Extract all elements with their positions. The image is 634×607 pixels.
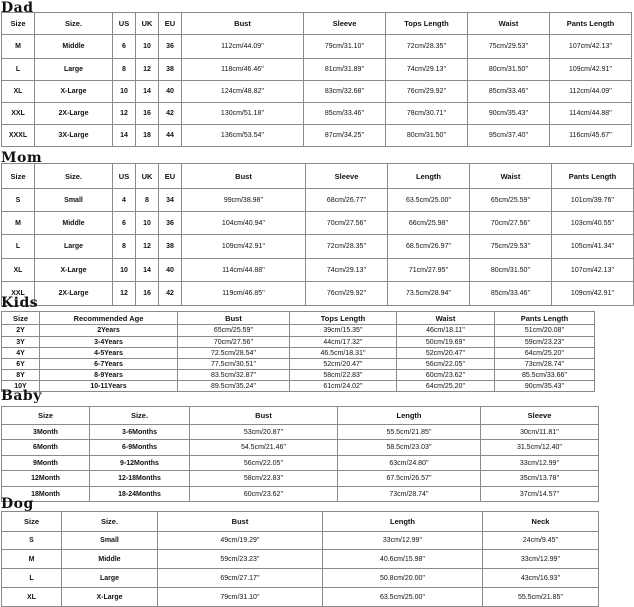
table-cell: XL bbox=[2, 588, 62, 607]
table-row bbox=[2, 81, 632, 103]
table-cell: 72cm/28.35'' bbox=[386, 35, 468, 59]
table-cell: 95cm/37.40'' bbox=[468, 125, 550, 147]
table-cell: 10 bbox=[113, 259, 136, 282]
table-cell: Large bbox=[62, 569, 158, 588]
table-cell: 8 bbox=[113, 235, 136, 259]
table-cell: 63.5cm/25.00'' bbox=[323, 588, 483, 607]
table-cell: 12 bbox=[113, 282, 136, 306]
column-header: EU bbox=[159, 164, 182, 189]
table-cell: 114cm/44.88'' bbox=[550, 103, 632, 125]
table-cell: 6Y bbox=[2, 359, 40, 370]
column-header: Waist bbox=[397, 312, 495, 325]
table-cell: 81cm/31.89'' bbox=[304, 59, 386, 81]
table-cell: 42 bbox=[159, 282, 182, 306]
table-cell: 73cm/28.74'' bbox=[495, 359, 595, 370]
table-cell: 40.6cm/15.98'' bbox=[323, 550, 483, 569]
table-cell: L bbox=[2, 59, 35, 81]
table-cell: 65cm/25.59'' bbox=[470, 189, 552, 212]
table-cell: 63.5cm/25.00'' bbox=[388, 189, 470, 212]
table-cell: 6 bbox=[113, 212, 136, 235]
table-cell: 40 bbox=[159, 81, 182, 103]
table-row bbox=[2, 325, 595, 337]
table-cell: 50.8cm/20.00'' bbox=[323, 569, 483, 588]
kids-header-row bbox=[2, 312, 595, 325]
table-cell: 74cm/29.13'' bbox=[306, 259, 388, 282]
table-cell: 33cm/12.99'' bbox=[323, 532, 483, 550]
table-cell: 109cm/42.91'' bbox=[550, 59, 632, 81]
column-header: Length bbox=[338, 407, 481, 425]
table-cell: 109cm/42.91'' bbox=[182, 235, 306, 259]
table-cell: 109cm/42.91'' bbox=[552, 282, 634, 306]
column-header: Size bbox=[2, 164, 35, 189]
table-cell: 36 bbox=[159, 212, 182, 235]
table-cell: 46.5cm/18.31'' bbox=[290, 348, 397, 359]
table-cell: 6Month bbox=[2, 440, 90, 456]
table-cell: Middle bbox=[35, 212, 113, 235]
table-cell: 59cm/23.23'' bbox=[158, 550, 323, 569]
table-cell: 36 bbox=[159, 35, 182, 59]
table-cell: 8Y bbox=[2, 370, 40, 381]
table-cell: XXL bbox=[2, 103, 35, 125]
table-cell: 38 bbox=[159, 59, 182, 81]
table-cell: 66cm/25.98'' bbox=[388, 212, 470, 235]
table-row bbox=[2, 259, 634, 282]
table-cell: 37cm/14.57'' bbox=[481, 487, 599, 502]
table-cell: 56cm/22.05'' bbox=[190, 456, 338, 471]
table-cell: 2X-Large bbox=[35, 282, 113, 306]
table-cell: 3Y bbox=[2, 337, 40, 348]
table-cell: Middle bbox=[35, 35, 113, 59]
table-cell: 10-11Years bbox=[40, 381, 178, 392]
table-cell: 70cm/27.56'' bbox=[470, 212, 552, 235]
table-cell: 107cm/42.13'' bbox=[552, 259, 634, 282]
mom-size-table bbox=[1, 163, 634, 306]
table-cell: 12 bbox=[113, 103, 136, 125]
table-cell: 67.5cm/26.57'' bbox=[338, 471, 481, 487]
table-cell: 58.5cm/23.03'' bbox=[338, 440, 481, 456]
table-cell: 73.5cm/28.94'' bbox=[388, 282, 470, 306]
table-row bbox=[2, 456, 599, 471]
column-header: Sleeve bbox=[306, 164, 388, 189]
table-row bbox=[2, 532, 599, 550]
column-header: Bust bbox=[182, 164, 306, 189]
table-cell: 90cm/35.43'' bbox=[495, 381, 595, 392]
table-cell: 55.5cm/21.85'' bbox=[483, 588, 599, 607]
table-cell: XL bbox=[2, 259, 35, 282]
column-header: US bbox=[113, 13, 136, 35]
table-row bbox=[2, 440, 599, 456]
table-cell: 71cm/27.95'' bbox=[388, 259, 470, 282]
table-cell: 83cm/32.68'' bbox=[304, 81, 386, 103]
column-header: Size. bbox=[62, 512, 158, 532]
table-cell: 38 bbox=[159, 235, 182, 259]
table-cell: S bbox=[2, 189, 35, 212]
dad-section-title: Dad bbox=[1, 0, 34, 16]
table-cell: 8-9Years bbox=[40, 370, 178, 381]
table-cell: 60cm/23.62'' bbox=[397, 370, 495, 381]
table-cell: 4 bbox=[113, 189, 136, 212]
column-header: Tops Length bbox=[386, 13, 468, 35]
table-cell: M bbox=[2, 550, 62, 569]
table-cell: 64cm/25.20'' bbox=[495, 348, 595, 359]
column-header: Bust bbox=[178, 312, 290, 325]
table-cell: Small bbox=[62, 532, 158, 550]
table-cell: 44cm/17.32'' bbox=[290, 337, 397, 348]
mom-section-title: Mom bbox=[1, 150, 43, 166]
table-row bbox=[2, 425, 599, 440]
table-cell: 90cm/35.43'' bbox=[468, 103, 550, 125]
table-cell: 12Month bbox=[2, 471, 90, 487]
table-cell: 49cm/19.29'' bbox=[158, 532, 323, 550]
column-header: UK bbox=[136, 164, 159, 189]
table-cell: 14 bbox=[113, 125, 136, 147]
table-cell: 44 bbox=[159, 125, 182, 147]
table-row bbox=[2, 125, 632, 147]
table-row bbox=[2, 370, 595, 381]
column-header: EU bbox=[159, 13, 182, 35]
column-header: Bust bbox=[190, 407, 338, 425]
column-header: Pants Length bbox=[495, 312, 595, 325]
table-row bbox=[2, 550, 599, 569]
table-cell: 31.5cm/12.40'' bbox=[481, 440, 599, 456]
table-cell: 72cm/28.35'' bbox=[306, 235, 388, 259]
table-cell: 68.5cm/26.97'' bbox=[388, 235, 470, 259]
table-cell: 76cm/29.92'' bbox=[386, 81, 468, 103]
baby-size-table bbox=[1, 406, 599, 502]
table-row bbox=[2, 189, 634, 212]
table-cell: 2Years bbox=[40, 325, 178, 337]
table-cell: 6 bbox=[113, 35, 136, 59]
table-cell: 76cm/29.92'' bbox=[306, 282, 388, 306]
table-cell: 18-24Months bbox=[90, 487, 190, 502]
column-header: Size. bbox=[35, 13, 113, 35]
table-cell: 85cm/33.46'' bbox=[304, 103, 386, 125]
table-cell: 60cm/23.62'' bbox=[190, 487, 338, 502]
column-header: Neck bbox=[483, 512, 599, 532]
table-cell: 10Y bbox=[2, 381, 40, 392]
table-cell: 69cm/27.17'' bbox=[158, 569, 323, 588]
table-cell: 70cm/27.56'' bbox=[306, 212, 388, 235]
table-cell: 70cm/27.56'' bbox=[178, 337, 290, 348]
table-cell: 107cm/42.13'' bbox=[550, 35, 632, 59]
column-header: UK bbox=[136, 13, 159, 35]
column-header: Tops Length bbox=[290, 312, 397, 325]
table-cell: 3-6Months bbox=[90, 425, 190, 440]
table-cell: 42 bbox=[159, 103, 182, 125]
table-cell: 14 bbox=[136, 81, 159, 103]
table-cell: 73cm/28.74'' bbox=[338, 487, 481, 502]
table-cell: 4-5Years bbox=[40, 348, 178, 359]
table-cell: 59cm/23.23'' bbox=[495, 337, 595, 348]
table-cell: 39cm/15.35'' bbox=[290, 325, 397, 337]
table-cell: 85cm/33.46'' bbox=[470, 282, 552, 306]
table-cell: 105cm/41.34'' bbox=[552, 235, 634, 259]
table-cell: 3-4Years bbox=[40, 337, 178, 348]
table-row bbox=[2, 487, 599, 502]
table-cell: 104cm/40.94'' bbox=[182, 212, 306, 235]
table-cell: 35cm/13.78'' bbox=[481, 471, 599, 487]
dog-size-table bbox=[1, 511, 599, 607]
table-cell: 10 bbox=[136, 212, 159, 235]
table-cell: 54.5cm/21.46'' bbox=[190, 440, 338, 456]
table-cell: 10 bbox=[136, 35, 159, 59]
table-cell: 4Y bbox=[2, 348, 40, 359]
table-cell: L bbox=[2, 569, 62, 588]
table-cell: 16 bbox=[136, 282, 159, 306]
table-cell: 80cm/31.50'' bbox=[468, 59, 550, 81]
column-header: Size. bbox=[35, 164, 113, 189]
table-cell: 80cm/31.50'' bbox=[386, 125, 468, 147]
table-cell: 6-7Years bbox=[40, 359, 178, 370]
table-row bbox=[2, 588, 599, 607]
baby-header-row bbox=[2, 407, 599, 425]
dog-section-title: Dog bbox=[1, 496, 34, 512]
table-cell: 75cm/29.53'' bbox=[470, 235, 552, 259]
table-row bbox=[2, 471, 599, 487]
mom-header-row bbox=[2, 164, 634, 189]
table-cell: 78cm/30.71'' bbox=[386, 103, 468, 125]
table-cell: 2Y bbox=[2, 325, 40, 337]
table-cell: 112cm/44.09'' bbox=[550, 81, 632, 103]
table-cell: 18 bbox=[136, 125, 159, 147]
table-cell: 101cm/39.76'' bbox=[552, 189, 634, 212]
table-cell: 52cm/20.47'' bbox=[397, 348, 495, 359]
table-cell: 74cm/29.13'' bbox=[386, 59, 468, 81]
table-cell: 12 bbox=[136, 59, 159, 81]
column-header: Sleeve bbox=[481, 407, 599, 425]
table-cell: 65cm/25.59'' bbox=[178, 325, 290, 337]
column-header: Size bbox=[2, 407, 90, 425]
table-row bbox=[2, 103, 632, 125]
table-cell: 46cm/18.11'' bbox=[397, 325, 495, 337]
column-header: Waist bbox=[468, 13, 550, 35]
column-header: Bust bbox=[158, 512, 323, 532]
table-cell: 40 bbox=[159, 259, 182, 282]
table-cell: 87cm/34.25'' bbox=[304, 125, 386, 147]
table-cell: 9Month bbox=[2, 456, 90, 471]
table-row bbox=[2, 35, 632, 59]
column-header: Recommended Age bbox=[40, 312, 178, 325]
table-cell: L bbox=[2, 235, 35, 259]
table-cell: XXXL bbox=[2, 125, 35, 147]
table-cell: 9-12Months bbox=[90, 456, 190, 471]
table-cell: 116cm/45.67'' bbox=[550, 125, 632, 147]
table-cell: XXL bbox=[2, 282, 35, 306]
table-cell: 10 bbox=[113, 81, 136, 103]
table-cell: 50cm/19.69'' bbox=[397, 337, 495, 348]
table-row bbox=[2, 59, 632, 81]
table-cell: 130cm/51.18'' bbox=[182, 103, 304, 125]
table-cell: 83.5cm/32.87'' bbox=[178, 370, 290, 381]
table-cell: S bbox=[2, 532, 62, 550]
table-cell: 136cm/53.54'' bbox=[182, 125, 304, 147]
table-cell: 33cm/12.99'' bbox=[483, 550, 599, 569]
column-header: Bust bbox=[182, 13, 304, 35]
table-cell: 55.5cm/21.85'' bbox=[338, 425, 481, 440]
table-cell: 85cm/33.46'' bbox=[468, 81, 550, 103]
table-cell: 8 bbox=[113, 59, 136, 81]
table-cell: Middle bbox=[62, 550, 158, 569]
kids-section-title: Kids bbox=[1, 295, 39, 311]
table-cell: 34 bbox=[159, 189, 182, 212]
table-row bbox=[2, 348, 595, 359]
table-cell: 64cm/25.20'' bbox=[397, 381, 495, 392]
table-row bbox=[2, 381, 595, 392]
column-header: Size bbox=[2, 13, 35, 35]
table-cell: Small bbox=[35, 189, 113, 212]
table-cell: 79cm/31.10'' bbox=[158, 588, 323, 607]
table-cell: 112cm/44.09'' bbox=[182, 35, 304, 59]
table-cell: 58cm/22.83'' bbox=[190, 471, 338, 487]
table-cell: 114cm/44.88'' bbox=[182, 259, 306, 282]
table-cell: 119cm/46.85'' bbox=[182, 282, 306, 306]
table-cell: X-Large bbox=[62, 588, 158, 607]
table-cell: 85.5cm/33.66'' bbox=[495, 370, 595, 381]
table-cell: 14 bbox=[136, 259, 159, 282]
table-cell: X-Large bbox=[35, 259, 113, 282]
table-cell: X-Large bbox=[35, 81, 113, 103]
table-row bbox=[2, 282, 634, 306]
table-cell: 24cm/9.45'' bbox=[483, 532, 599, 550]
table-cell: M bbox=[2, 212, 35, 235]
table-cell: M bbox=[2, 35, 35, 59]
table-cell: 89.5cm/35.24'' bbox=[178, 381, 290, 392]
table-cell: 52cm/20.47'' bbox=[290, 359, 397, 370]
table-row bbox=[2, 337, 595, 348]
dad-size-table bbox=[1, 12, 632, 147]
table-row bbox=[2, 212, 634, 235]
table-row bbox=[2, 359, 595, 370]
table-cell: 51cm/20.08'' bbox=[495, 325, 595, 337]
table-cell: 58cm/22.83'' bbox=[290, 370, 397, 381]
table-cell: 3Month bbox=[2, 425, 90, 440]
table-cell: 16 bbox=[136, 103, 159, 125]
column-header: Pants Length bbox=[552, 164, 634, 189]
table-cell: 118cm/46.46'' bbox=[182, 59, 304, 81]
table-cell: 3X-Large bbox=[35, 125, 113, 147]
table-cell: 6-9Months bbox=[90, 440, 190, 456]
table-cell: 43cm/16.93'' bbox=[483, 569, 599, 588]
table-cell: 79cm/31.10'' bbox=[304, 35, 386, 59]
table-cell: 63cm/24.80'' bbox=[338, 456, 481, 471]
table-cell: Large bbox=[35, 59, 113, 81]
table-cell: 53cm/20.87'' bbox=[190, 425, 338, 440]
kids-size-table bbox=[1, 311, 595, 392]
table-cell: 103cm/40.55'' bbox=[552, 212, 634, 235]
table-row bbox=[2, 235, 634, 259]
table-cell: 56cm/22.05'' bbox=[397, 359, 495, 370]
column-header: Waist bbox=[470, 164, 552, 189]
table-cell: 80cm/31.50'' bbox=[470, 259, 552, 282]
table-cell: 18Month bbox=[2, 487, 90, 502]
table-cell: 12-18Months bbox=[90, 471, 190, 487]
table-cell: 8 bbox=[136, 189, 159, 212]
column-header: Sleeve bbox=[304, 13, 386, 35]
table-cell: Large bbox=[35, 235, 113, 259]
table-cell: 12 bbox=[136, 235, 159, 259]
column-header: Size. bbox=[90, 407, 190, 425]
column-header: Size bbox=[2, 512, 62, 532]
column-header: Pants Length bbox=[550, 13, 632, 35]
table-cell: 77.5cm/30.51'' bbox=[178, 359, 290, 370]
table-row bbox=[2, 569, 599, 588]
table-cell: 68cm/26.77'' bbox=[306, 189, 388, 212]
column-header: Length bbox=[388, 164, 470, 189]
column-header: Length bbox=[323, 512, 483, 532]
dad-header-row bbox=[2, 13, 632, 35]
table-cell: 33cm/12.99'' bbox=[481, 456, 599, 471]
table-cell: XL bbox=[2, 81, 35, 103]
table-cell: 30cm/11.81'' bbox=[481, 425, 599, 440]
table-cell: 124cm/48.82'' bbox=[182, 81, 304, 103]
table-cell: 2X-Large bbox=[35, 103, 113, 125]
table-cell: 75cm/29.53'' bbox=[468, 35, 550, 59]
table-cell: 72.5cm/28.54'' bbox=[178, 348, 290, 359]
baby-section-title: Baby bbox=[1, 388, 42, 404]
table-cell: 99cm/38.98'' bbox=[182, 189, 306, 212]
column-header: Size bbox=[2, 312, 40, 325]
table-cell: 61cm/24.02'' bbox=[290, 381, 397, 392]
dog-header-row bbox=[2, 512, 599, 532]
column-header: US bbox=[113, 164, 136, 189]
